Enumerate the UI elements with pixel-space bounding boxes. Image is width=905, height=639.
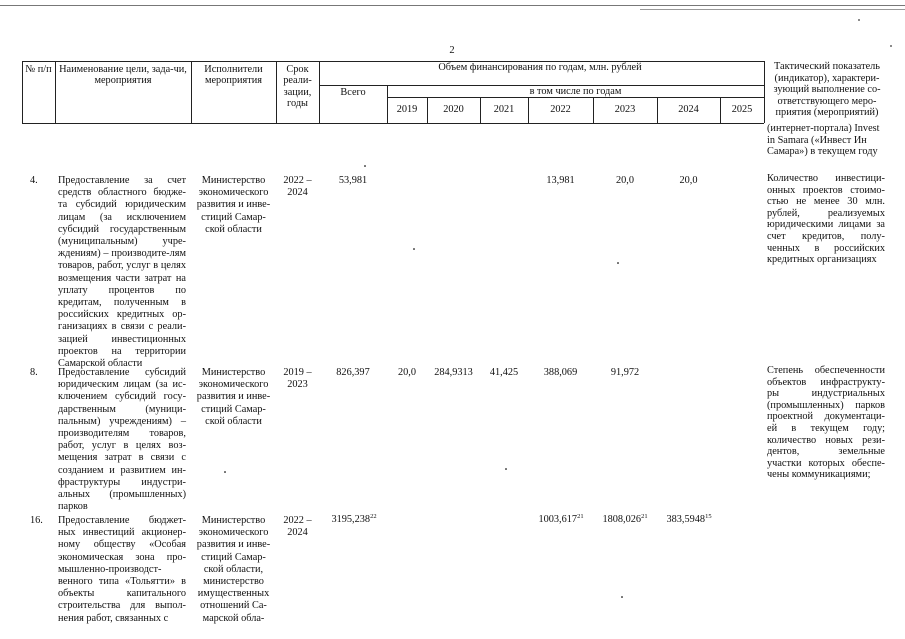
footnote-ref: 15 [705, 513, 712, 520]
scan-speck [617, 262, 619, 264]
scan-speck [505, 468, 507, 470]
header-indicator: Тактический показатель (индикатор), характери-зующий выполнение со-ответствующего меро-приятия (мероприятий) [773, 61, 881, 119]
row-value-2024-amount: 383,5948 [666, 514, 706, 525]
row-value-2020: 284,9313 [434, 367, 473, 378]
row-value-2019: 20,0 [397, 367, 417, 378]
footnote-ref: 21 [641, 513, 648, 520]
grid-col-sep [276, 61, 277, 123]
footnote-ref: 22 [370, 513, 377, 520]
header-year: 2021 [493, 104, 515, 115]
grid-col-sep [191, 61, 192, 123]
row-term: 2019 – 2023 [283, 367, 312, 391]
row-value-2022-amount: 1003,617 [538, 514, 578, 525]
row-executor: Министерство экономического развития и инве-стиций Самар-ской области, министерство имущественных отношений Са-марской обла- [196, 515, 271, 624]
row-value-2023: 91,972 [610, 367, 640, 378]
scan-speck [224, 471, 226, 473]
row-name: Предоставление за счет средств областного бюдже-та субсидий юридическим лицам (за исключением субсидий государственным (муниципальным) учре-ждениям) – производите-лям товаров, работ, услуг в целях возмещения части затрат на уплату процентов по кредитам, полученным в российских кредитных ор-ганизациях в связи с реали-зацией инвестиционных проектов на территории Самарской области [58, 175, 186, 370]
grid-left-border [22, 61, 23, 123]
row-name: Предоставление субсидий юридическим лицам (за ис-ключением субсидий госу-дарственным (муници-пальным) учреждениям) – производителям товаров, работ, услуг в целях воз-мещения затрат в связи с созданием и развитием ин-фраструктуры индустри-альных (промышленных) парков [58, 367, 186, 513]
row-total [321, 514, 387, 526]
page-number: 2 [449, 45, 455, 56]
row-total: 53,981 [338, 175, 368, 186]
header-year: 2023 [614, 104, 636, 115]
header-year: 2025 [731, 104, 753, 115]
scan-speck [621, 596, 623, 598]
row-value-2023-amount: 1808,026 [602, 514, 642, 525]
row-indicator: Количество инвестици-онных проектов стоимо-стью не менее 30 млн. рублей, реализуемых юридическими лицами за счет кредитов, полу-ченных в российских кредитных организациях [767, 173, 885, 266]
row-value-2021: 41,425 [489, 367, 519, 378]
header-name: Наименование цели, зада-чи, мероприятия [59, 64, 187, 87]
header-executors: Исполнители мероприятия [204, 64, 263, 87]
scan-speck [413, 248, 415, 250]
header-num: № п/п [25, 64, 52, 75]
header-year: 2019 [396, 104, 418, 115]
header-bottom-border [22, 123, 764, 124]
row-value-2024: 20,0 [679, 175, 698, 186]
header-year: 2022 [550, 104, 571, 115]
row-indicator: Степень обеспеченности объектов инфраструкту-ры индустриальных (промышленных) парков проектной документаци-ей в текущем году; количество новых рези-дентов, земельные участки которых обеспе-чены коммуникациями; [767, 365, 885, 481]
row-value-2022: 13,981 [546, 175, 575, 186]
header-year: 2024 [678, 104, 699, 115]
indicator-carryover: (интернет-портала) Invest in Samara («Инвест Ин Самара») в текущем году [767, 123, 880, 158]
row-executor: Министерство экономического развития и инве-стиций Самар-ской области [196, 175, 271, 235]
row-term: 2022 – 2024 [283, 515, 312, 539]
scan-speck [890, 45, 892, 47]
header-including: в том числе по годам [529, 86, 622, 97]
scan-speck [364, 165, 366, 167]
row-name: Предоставление бюджет-ных инвестиций акционер-ному обществу «Особая экономическая зона про-мышленно-производст-венного типа «Тольятти» в объекты капитального строительства для выпол-нения работ, связанных с [58, 515, 186, 624]
row-executor: Министерство экономического развития и инве-стиций Самар-ской области [196, 367, 271, 427]
grid-col-sep [55, 61, 56, 123]
grid-col-sep [764, 61, 765, 123]
header-funding: Объем финансирования по годам, млн. рублей [438, 62, 642, 73]
row-total-value: 3195,238 [331, 514, 371, 525]
row-number: 16. [30, 515, 43, 526]
row-term: 2022 – 2024 [283, 175, 312, 199]
row-value-2023: 20,0 [615, 175, 635, 186]
header-total: Всего [340, 87, 366, 98]
page-top-edge-secondary [640, 9, 905, 10]
row-value-2022: 388,069 [543, 367, 578, 378]
page-top-edge [0, 5, 905, 6]
header-term: Срок реали-зации, годы [283, 64, 312, 109]
row-number: 4. [30, 175, 38, 186]
header-year: 2020 [443, 104, 464, 115]
footnote-ref: 21 [577, 513, 584, 520]
row-value-2023 [593, 514, 657, 526]
row-value-2024 [657, 514, 721, 526]
row-total: 826,397 [336, 367, 370, 378]
row-number: 8. [30, 367, 38, 378]
scan-speck [858, 19, 860, 21]
row-value-2022 [529, 514, 593, 526]
